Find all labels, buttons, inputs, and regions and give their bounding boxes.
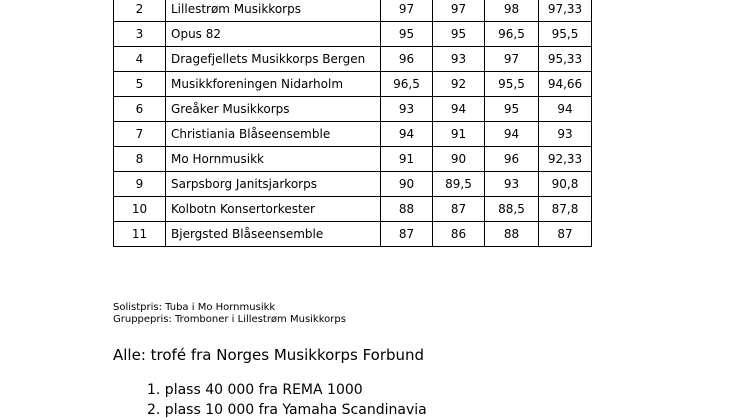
average-cell: 92,33 [539,147,592,172]
score-1-cell: 90 [381,172,433,197]
average-cell: 93 [539,122,592,147]
table-row [114,0,592,22]
table-row [114,122,592,147]
prize-item-second-place: 2. plass 10 000 fra Yamaha Scandinavia [147,402,427,418]
band-name-cell: Greåker Musikkorps [166,97,381,122]
average-cell: 95,5 [539,22,592,47]
band-name-cell: Kolbotn Konsertorkester [166,197,381,222]
band-name-cell: Bjergsted Blåseensemble [166,222,381,247]
score-3-cell: 94 [485,122,539,147]
band-name-cell: Dragefjellets Musikkorps Bergen [166,47,381,72]
score-2-cell: 97 [433,0,485,22]
score-2-cell: 87 [433,197,485,222]
place-cell: 6 [114,97,166,122]
table-row [114,22,592,47]
average-cell: 94,66 [539,72,592,97]
score-3-cell: 98 [485,0,539,22]
band-name-cell: Lillestrøm Musikkorps [166,0,381,22]
place-cell: 2 [114,0,166,22]
place-cell: 8 [114,147,166,172]
results-table [113,0,592,247]
prize-list [147,380,427,419]
table-row [114,222,592,247]
band-name-cell: Musikkforeningen Nidarholm [166,72,381,97]
score-3-cell: 88 [485,222,539,247]
table-row [114,72,592,97]
place-cell: 11 [114,222,166,247]
table-row [114,47,592,72]
score-2-cell: 94 [433,97,485,122]
solist-prize-note: Solistpris: Tuba i Mo Hornmusikk [113,302,276,313]
band-name-cell: Mo Hornmusikk [166,147,381,172]
average-cell: 87 [539,222,592,247]
band-name-cell: Christiania Blåseensemble [166,122,381,147]
table-row [114,147,592,172]
score-1-cell: 94 [381,122,433,147]
average-cell: 95,33 [539,47,592,72]
score-3-cell: 96 [485,147,539,172]
score-2-cell: 91 [433,122,485,147]
place-cell: 3 [114,22,166,47]
place-cell: 9 [114,172,166,197]
score-3-cell: 95 [485,97,539,122]
table-row [114,197,592,222]
band-name-cell: Sarpsborg Janitsjarkorps [166,172,381,197]
score-2-cell: 90 [433,147,485,172]
average-cell: 94 [539,97,592,122]
average-cell: 87,8 [539,197,592,222]
place-cell: 7 [114,122,166,147]
score-1-cell: 88 [381,197,433,222]
score-1-cell: 91 [381,147,433,172]
results-table-body [114,0,592,247]
place-cell: 10 [114,197,166,222]
trophy-headline: Alle: trofé fra Norges Musikkorps Forbund [113,346,425,364]
score-1-cell: 93 [381,97,433,122]
score-3-cell: 97 [485,47,539,72]
score-2-cell: 93 [433,47,485,72]
band-name-cell: Opus 82 [166,22,381,47]
score-1-cell: 96 [381,47,433,72]
score-2-cell: 95 [433,22,485,47]
table-row [114,172,592,197]
prize-item-first-place: 1. plass 40 000 fra REMA 1000 [147,382,363,398]
average-cell: 97,33 [539,0,592,22]
score-3-cell: 93 [485,172,539,197]
score-1-cell: 87 [381,222,433,247]
average-cell: 90,8 [539,172,592,197]
score-3-cell: 95,5 [485,72,539,97]
score-1-cell: 95 [381,22,433,47]
table-row [114,97,592,122]
score-3-cell: 96,5 [485,22,539,47]
place-cell: 4 [114,47,166,72]
place-cell: 5 [114,72,166,97]
group-prize-note: Gruppepris: Tromboner i Lillestrøm Musikkorps [113,314,346,325]
score-1-cell: 96,5 [381,72,433,97]
score-2-cell: 89,5 [433,172,485,197]
score-1-cell: 97 [381,0,433,22]
score-3-cell: 88,5 [485,197,539,222]
score-2-cell: 92 [433,72,485,97]
score-2-cell: 86 [433,222,485,247]
